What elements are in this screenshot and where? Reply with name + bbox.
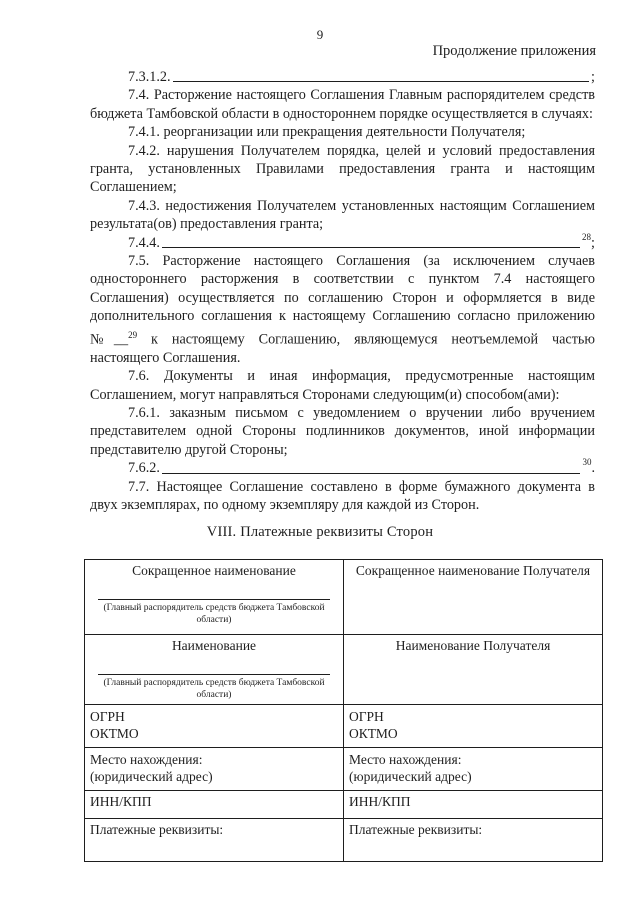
section-title: VIII. Платежные реквизиты Сторон [206,524,434,540]
ogrn-label: ОГРН [349,709,384,724]
blank-line [173,80,589,82]
left-inn-cell: ИНН/КПП [85,791,344,819]
payment-details-table [84,559,603,862]
clause-suffix: ; [591,69,595,85]
clause-7-6: 7.6. Документы и иная информация, предусмотренные настоящим Соглашением, могут направляться Сторонами следующим(и) способом(ами): [90,368,595,403]
left-name-label: Наименование [171,638,257,653]
blank-line [162,472,581,474]
blank-line [98,599,330,600]
clause-number: 7.6.2. [128,460,160,477]
footnote-ref: 29 [128,329,138,340]
table-row [85,560,603,635]
left-name-cell [85,635,344,705]
clause-7-4-4 [90,231,595,252]
left-short-name-caption: (Главный распорядитель средств бюджета Тамбовской области) [103,603,325,625]
left-name-caption: (Главный распорядитель средств бюджета Тамбовской области) [103,678,325,700]
footnote-ref: 28 [582,231,592,242]
right-short-name-label: Сокращенное наименование Получателя [355,563,591,578]
clause-7-4-2: 7.4.2. нарушения Получателем порядка, целей и условий предоставления гранта, установленных Правилами предоставления гранта и настоящим Соглашением; [90,142,595,196]
right-name-label: Наименование Получателя [395,638,551,653]
right-short-name-cell [344,560,603,635]
blank-line [98,674,330,675]
clause-7-6-2 [90,459,595,477]
legal-address-label: (юридический адрес) [90,769,213,784]
oktmo-label: ОКТМО [90,726,139,741]
right-payment-cell: Платежные реквизиты: [344,819,603,862]
clause-7-5 [90,252,595,367]
left-ogrn-cell [85,705,344,748]
location-label: Место нахождения: [90,752,203,767]
table-row [85,791,603,819]
ogrn-label: ОГРН [90,709,125,724]
right-location-cell [344,748,603,791]
right-ogrn-cell [344,705,603,748]
clause-7-7: 7.7. Настоящее Соглашение составлено в форме бумажного документа в двух экземплярах, по одному экземпляру для каждой из Сторон. [90,478,595,514]
page-number: 9 [316,27,324,42]
left-short-name-label: Сокращенное наименование [132,563,296,578]
left-short-name-cell [85,560,344,635]
left-location-cell [85,748,344,791]
clause-7-4-1: 7.4.1. реорганизации или прекращения деятельности Получателя; [128,124,526,141]
oktmo-label: ОКТМО [349,726,398,741]
table-row [85,705,603,748]
table-row [85,748,603,791]
clause-text-after: к настоящему Соглашению, являющемуся неотъемлемой частью настоящего Соглашения. [90,331,595,366]
right-inn-cell: ИНН/КПП [344,791,603,819]
agreement-body [90,68,595,514]
clause-7-6-1: 7.6.1. заказным письмом с уведомлением о вручении либо вручением представителем одной Стороны подлинников документов, иной информации представителю другой Стороны; [90,405,595,458]
clause-7-4-3: 7.4.3. недостижения Получателем установленных настоящим Соглашением результата(ов) предоставления гранта; [90,197,595,233]
legal-address-label: (юридический адрес) [349,769,472,784]
clause-suffix: ; [591,234,595,251]
appendix-header: Продолжение приложения [432,43,596,59]
left-payment-cell: Платежные реквизиты: [85,819,344,862]
blank-line [162,246,580,248]
table-row [85,635,603,705]
footnote-ref: 30 [582,457,592,468]
table-row [85,819,603,862]
clause-7-3-1-2 [90,68,595,86]
clause-suffix: . [591,460,595,477]
clause-text: 7.5. Расторжение настоящего Соглашения (за исключением случаев одностороннего расторжения в соответствии с пунктом 7.4 настоящего Соглашения) осуществляется по соглашению Сторон и оформляется в виде дополнительного соглашения к настоящему Соглашению согласно приложению №__ [90,253,595,348]
right-name-cell [344,635,603,705]
clause-number: 7.3.1.2. [128,69,171,85]
clause-number: 7.4.4. [128,234,160,251]
clause-7-4: 7.4. Расторжение настоящего Соглашения Главным распорядителем средств бюджета Тамбовской области в одностороннем порядке осуществляется в случаях: [90,87,595,122]
location-label: Место нахождения: [349,752,462,767]
